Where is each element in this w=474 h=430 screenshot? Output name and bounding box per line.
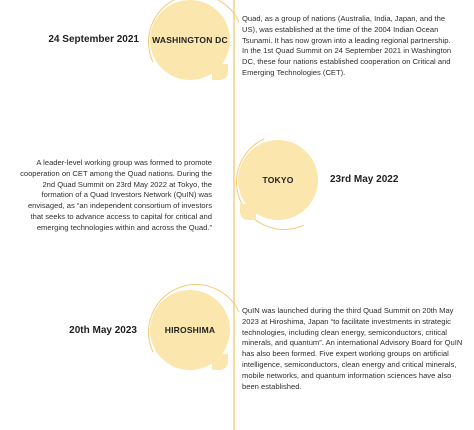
date-tokyo: 23rd May 2022 [330, 174, 399, 185]
description-tokyo: A leader-level working group was formed to promote cooperation on CET among the Quad nations. During the 2nd Quad Summit on 23rd May 2022 at Tokyo, the formation of a Quad Investors Network (QuIN) was envisaged, as “an independent consortium of investors that seeks to advance access to capital for critical and emerging technologies within and across the Quad.” [20, 158, 212, 232]
location-bubble-hiroshima [150, 290, 230, 370]
location-bubble-washington [150, 0, 230, 80]
location-bubble-tokyo [238, 140, 318, 220]
date-washington: 24 September 2021 [48, 34, 139, 45]
location-washington: WASHINGTON DC [152, 35, 228, 45]
location-hiroshima: HIROSHIMA [164, 325, 216, 335]
location-tokyo: TOKYO [262, 175, 294, 185]
description-washington: Quad, as a group of nations (Australia, India, Japan, and the US), was established at the time of the 2004 Indian Ocean Tsunami. It has now grown into a leading regional partnership. In the 1st Quad Summit on 24 September 2021 in Washington DC, these four nations established cooperation on Critical and Emerging Technologies (CET). [242, 14, 452, 77]
date-hiroshima: 20th May 2023 [69, 325, 137, 336]
description-hiroshima: QuIN was launched during the third Quad Summit on 20th May 2023 at Hiroshima, Japan “to facilitate investments in strategic technologies, including clean energy, semiconductors, critical minerals, and quantum”. An international Advisory Board for QuIN has also been formed. Five expert working groups on artificial intelligence, semiconductors, clean energy and critical minerals, mobile networks, and quantum information sciences have also been established. [242, 306, 463, 391]
